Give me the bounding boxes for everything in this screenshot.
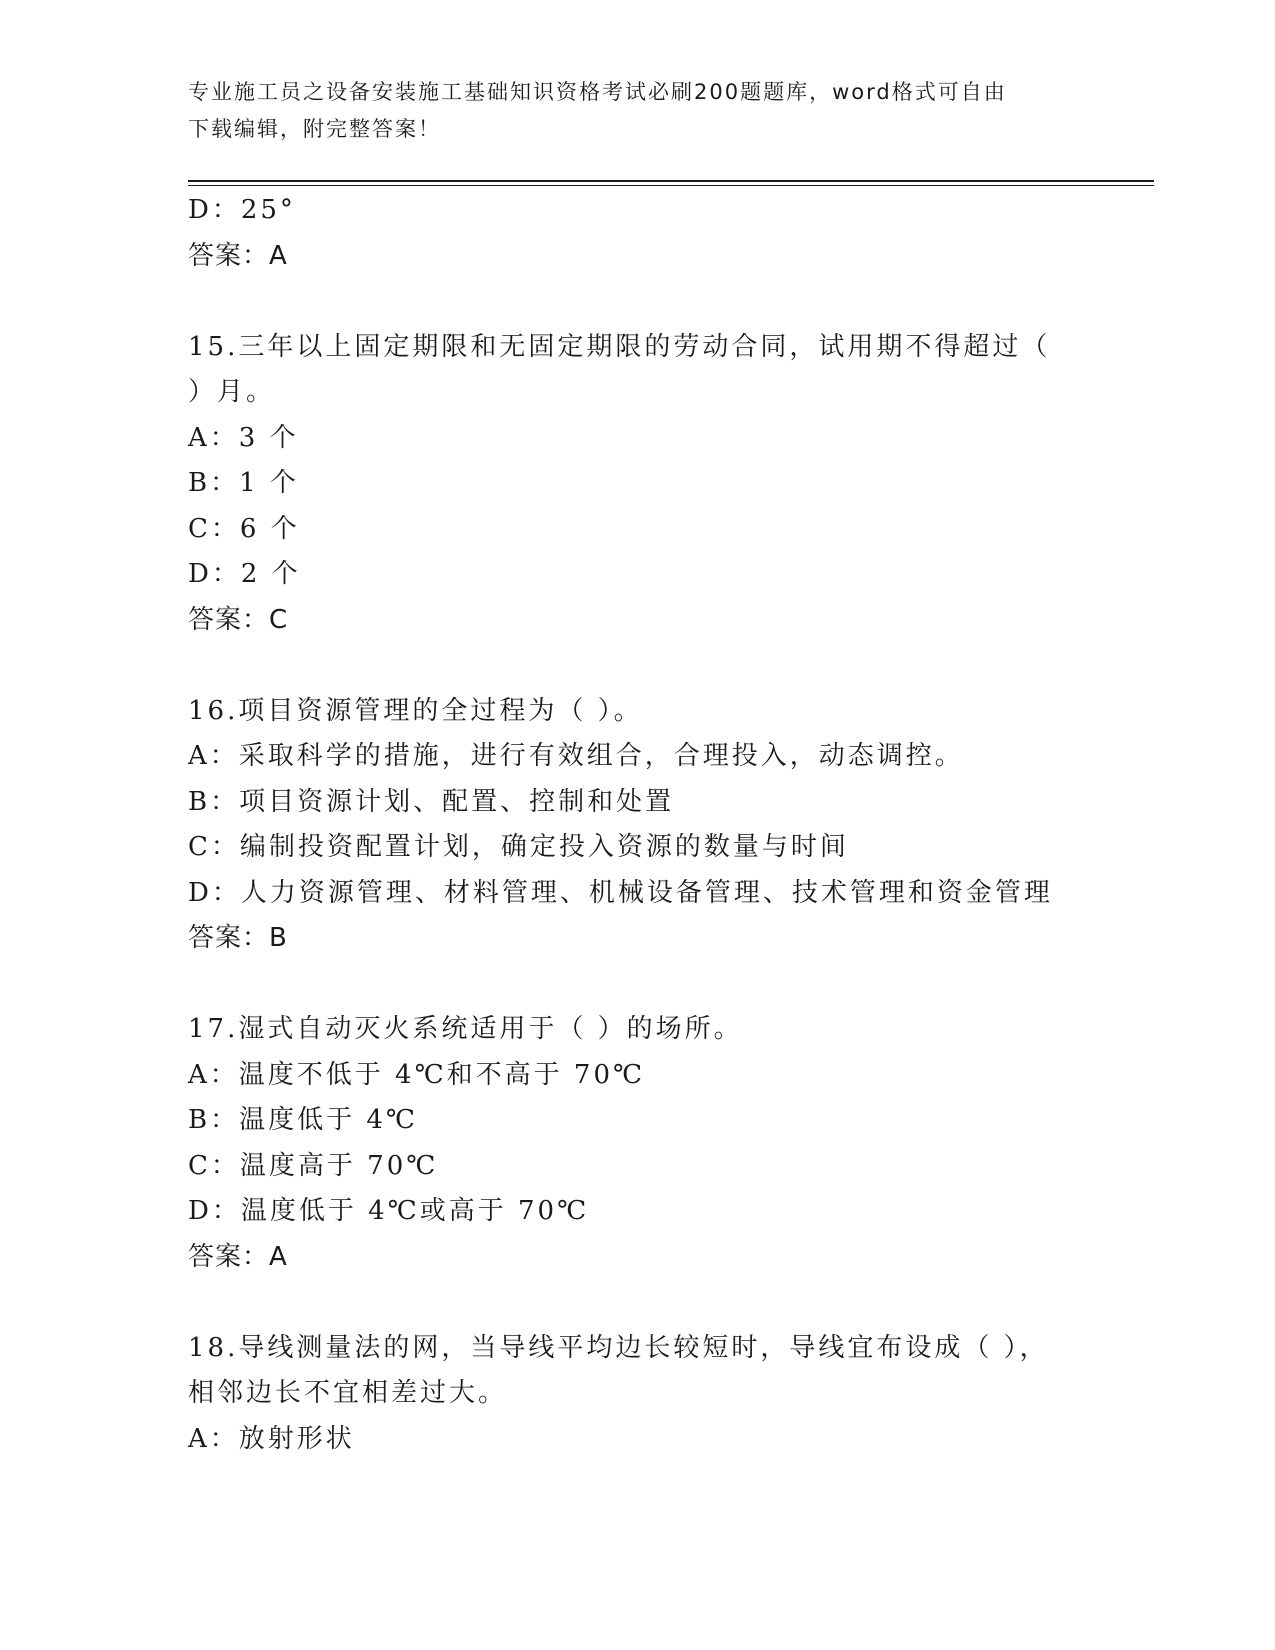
question-line: 相邻边长不宜相差过大。 [188, 1378, 508, 1408]
paragraph-gap [188, 643, 1088, 689]
answer-line: 答案：A [188, 240, 288, 271]
option-line: B：项目资源计划、配置、控制和处置 [188, 786, 675, 817]
option-line: B：1 个 [188, 468, 299, 498]
paragraph-gap [188, 962, 1088, 1008]
question-line: ）月。 [188, 377, 276, 407]
question-line: 17.湿式自动灭火系统适用于（ ）的场所。 [188, 1014, 743, 1044]
option-line: C：编制投资配置计划，确定投入资源的数量与时间 [188, 832, 849, 862]
answer-line: 答案：A [188, 1241, 288, 1272]
paragraph-gap [188, 279, 1088, 325]
paragraph-gap [188, 1280, 1088, 1326]
option-line: A：放射形状 [188, 1423, 355, 1454]
answer-line: 答案：B [188, 923, 288, 953]
header-rule-thin [188, 185, 1154, 186]
question-line: 16.项目资源管理的全过程为（ ）。 [188, 695, 643, 726]
option-line: C：6 个 [188, 513, 300, 544]
option-line: D：温度低于 4℃或高于 70℃ [188, 1196, 590, 1226]
question-body [188, 188, 1088, 1462]
header-rule-thick [188, 180, 1154, 182]
answer-line: 答案：C [188, 604, 289, 635]
option-line: A：3 个 [188, 422, 299, 453]
question-line: 15.三年以上固定期限和无固定期限的劳动合同，试用期不得超过（ [188, 331, 1051, 362]
option-line: A：采取科学的措施，进行有效组合，合理投入，动态调控。 [188, 741, 964, 771]
option-line: D：2 个 [188, 559, 301, 589]
option-line: D：人力资源管理、材料管理、机械设备管理、技术管理和资金管理 [188, 877, 1053, 908]
document-header: 专业施工员之设备安装施工基础知识资格考试必刷200题题库，word格式可自由 下载编辑，附完整答案！ [188, 80, 1007, 141]
option-line: C：温度高于 70℃ [188, 1150, 439, 1181]
question-line: 18.导线测量法的网，当导线平均边长较短时，导线宜布设成（ ）， [188, 1332, 1049, 1363]
option-line: D：25° [188, 195, 296, 225]
option-line: A：温度不低于 4℃和不高于 70℃ [188, 1059, 646, 1090]
option-line: B：温度低于 4℃ [188, 1105, 418, 1135]
